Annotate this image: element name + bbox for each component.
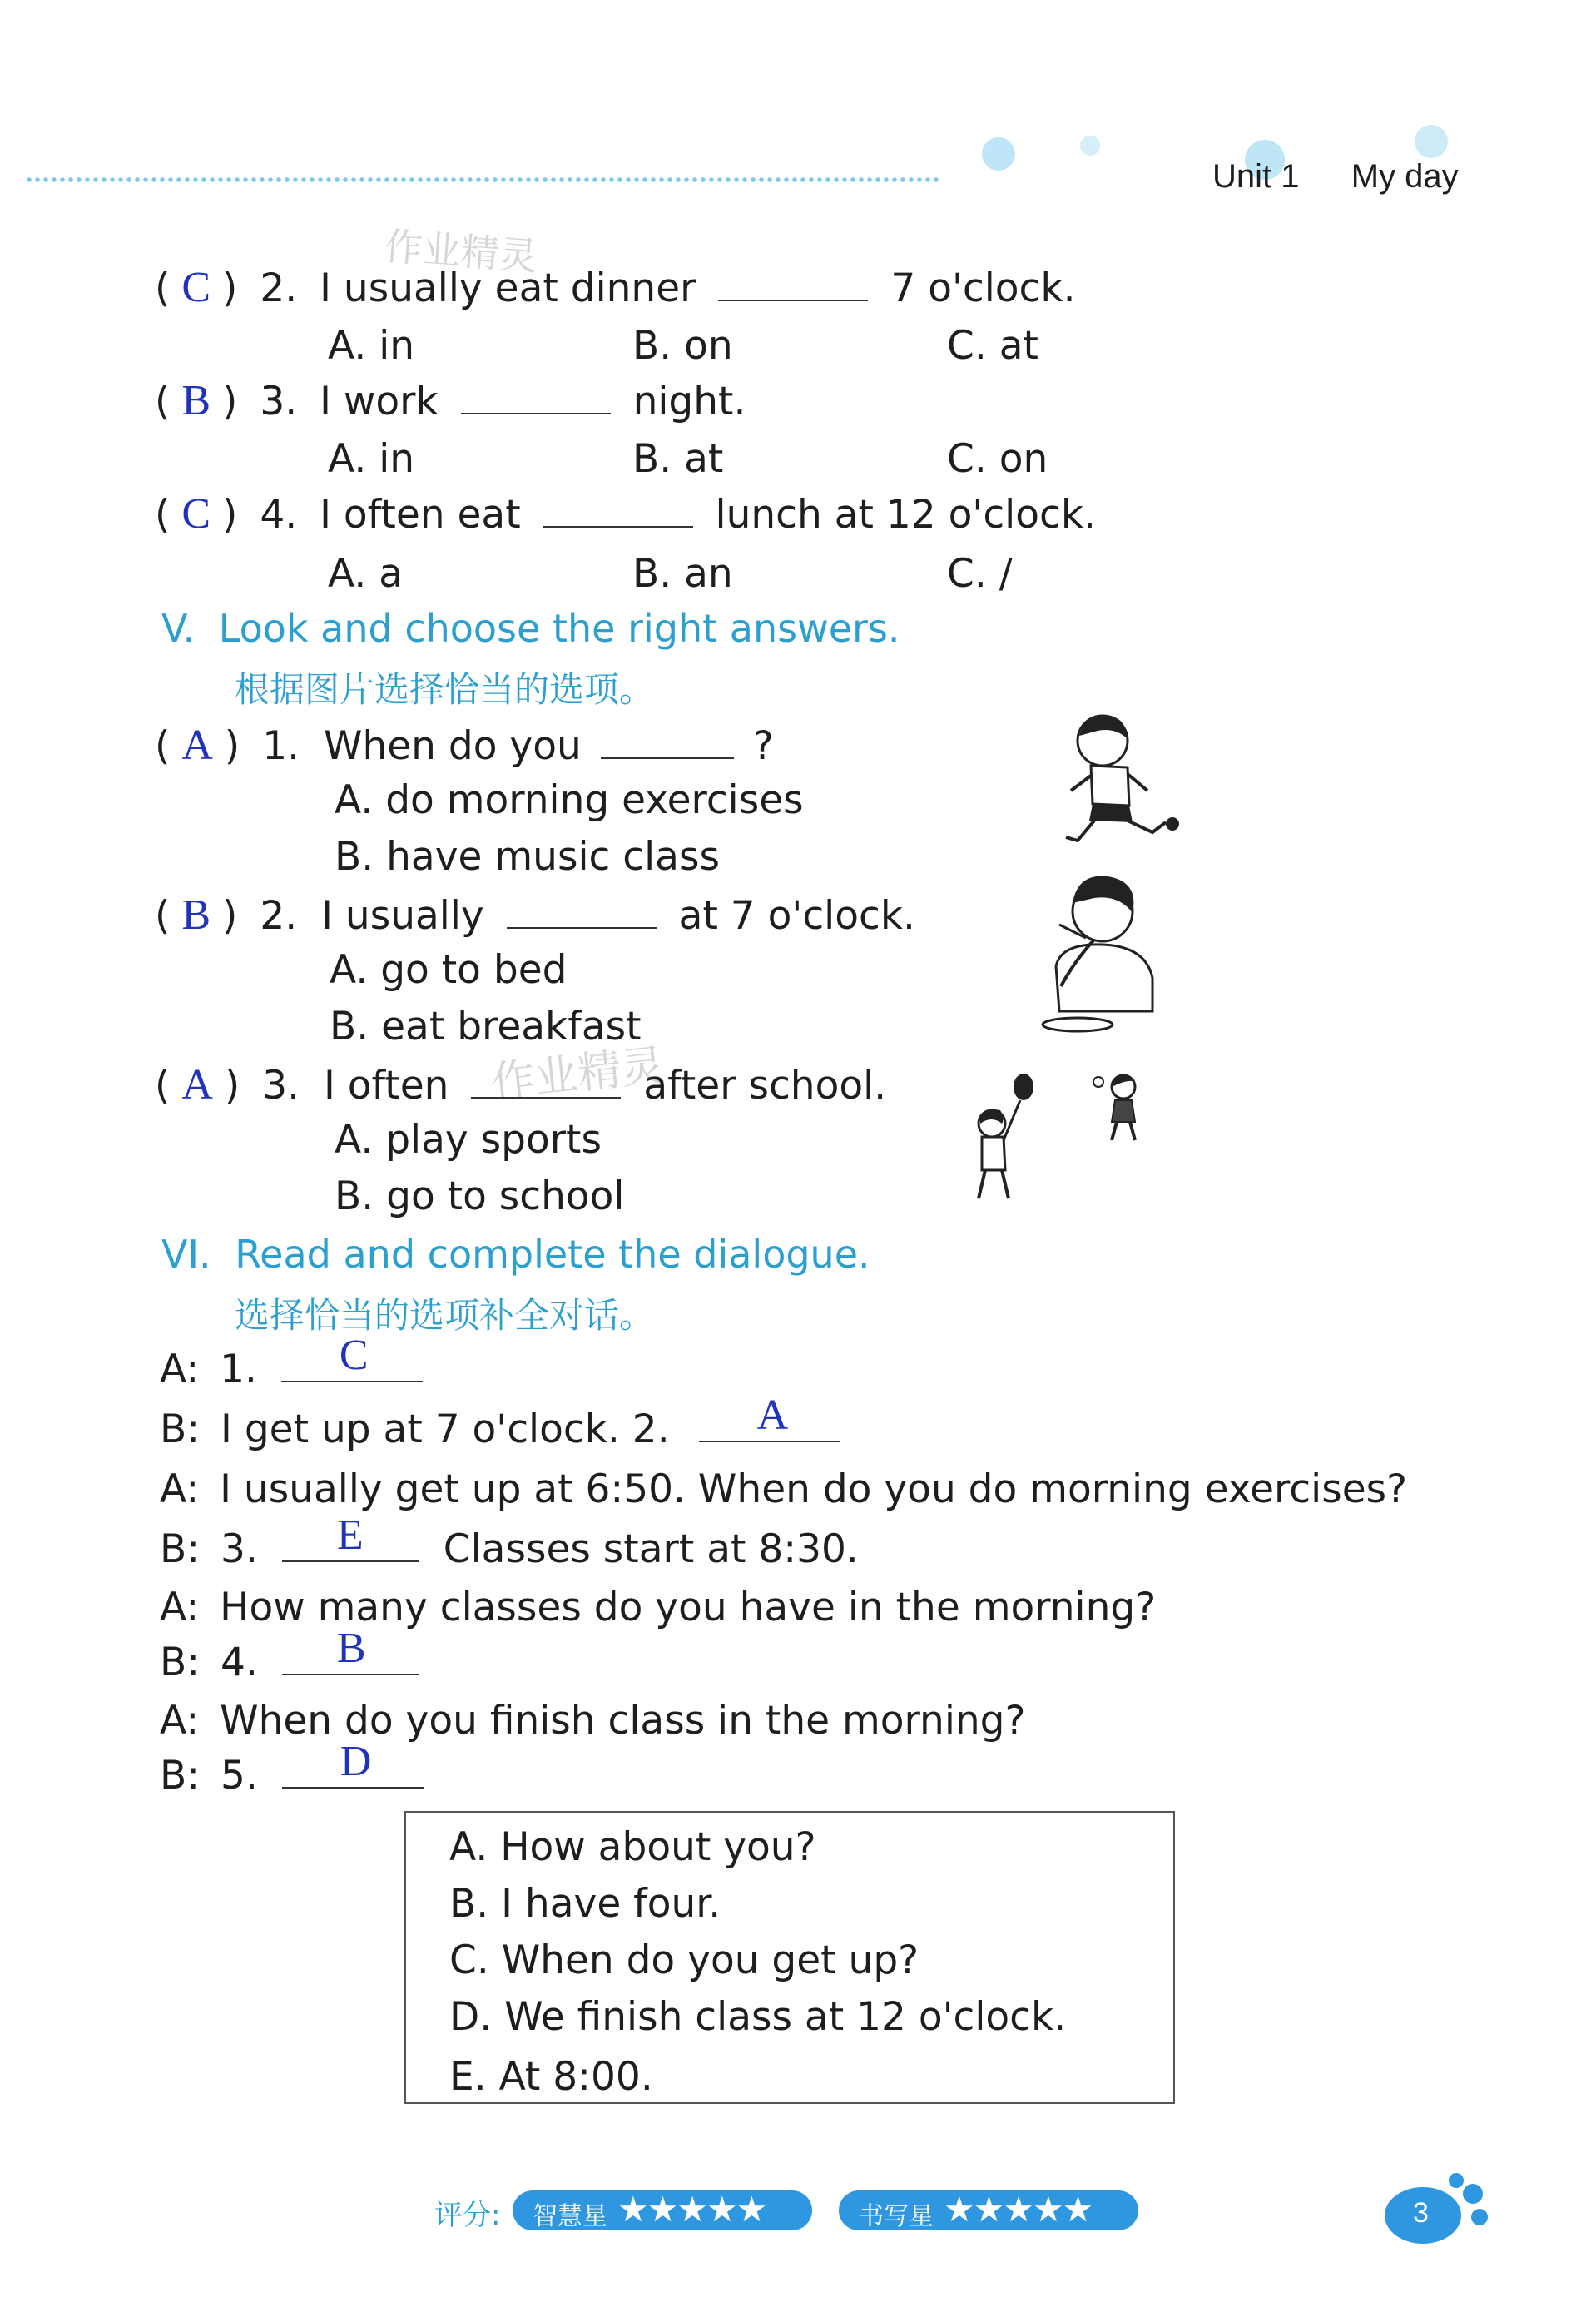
part4-q2-blank <box>718 296 868 301</box>
dialogue-line-5: A: How many classes do you have in the morning? <box>160 1585 1157 1630</box>
part5-q3-option-b: B. go to school <box>335 1173 625 1219</box>
wisdom-stars: ★★★★★ <box>617 2189 766 2230</box>
part4-q3-blank <box>461 409 611 414</box>
part5-q2-answer: B <box>181 891 211 939</box>
score-label: 评分: <box>434 2199 501 2232</box>
writing-star-badge <box>839 2190 1138 2230</box>
part5-q3-option-a: A. play sports <box>335 1117 602 1163</box>
part5-numeral: V. <box>161 606 196 651</box>
wisdom-star-badge <box>513 2190 812 2230</box>
part6-title: Read and complete the dialogue. <box>235 1232 870 1277</box>
part5-q1-answer: A <box>181 722 213 769</box>
part5-q1-blank <box>601 754 734 759</box>
part4-q4-option-b: B. an <box>632 551 733 597</box>
dialogue-line-6: B: 4. B <box>160 1640 419 1685</box>
unit-number: Unit 1 <box>1212 158 1300 195</box>
running-boy-illustration <box>1061 707 1194 857</box>
wisdom-star-label: 智慧星 <box>533 2202 607 2231</box>
part4-q2-option-c: C. at <box>947 323 1038 369</box>
part4-q4-blank <box>543 523 693 528</box>
part5-q3-blank <box>471 1094 621 1099</box>
part6-heading <box>161 1232 870 1277</box>
dialogue-answer-5: D <box>340 1738 372 1785</box>
part4-q3-option-a: A. in <box>328 436 415 482</box>
part4-q4-option-c: C. / <box>947 551 1013 597</box>
part4-q2: ( C ) 2. I usually eat dinner 7 o'clock. <box>155 264 1076 311</box>
choice-c: C. When do you get up? <box>449 1937 919 1983</box>
kids-badminton-illustration <box>965 1057 1165 1223</box>
unit-title: My day <box>1351 158 1459 195</box>
part4-q2-option-b: B. on <box>632 323 733 369</box>
part5-heading <box>161 606 900 651</box>
dialogue-line-8: B: 5. D <box>160 1753 424 1799</box>
page-number: 3 <box>1413 2197 1429 2229</box>
dialogue-line-7: A: When do you finish class in the morning? <box>160 1698 1026 1744</box>
part4-q2-option-a: A. in <box>328 323 415 369</box>
part5-subtitle: 根据图片选择恰当的选项。 <box>235 669 655 710</box>
part5-q1-option-a: A. do morning exercises <box>335 777 804 823</box>
part4-q4: ( C ) 4. I often eat lunch at 12 o'clock. <box>155 490 1096 538</box>
watermark-middle: 作业精灵 <box>489 1040 667 1109</box>
part4-q3-option-b: B. at <box>632 436 724 482</box>
part5-q2-option-b: B. eat breakfast <box>330 1004 642 1049</box>
part4-q4-answer: C <box>181 490 211 538</box>
writing-star-label: 书写星 <box>859 2202 934 2231</box>
part6-numeral: VI. <box>161 1232 211 1277</box>
header-dotted-rule <box>25 176 940 183</box>
part6-subtitle: 选择恰当的选项补全对话。 <box>235 1295 655 1336</box>
choice-e: E. At 8:00. <box>449 2054 653 2100</box>
choice-b: B. I have four. <box>449 1881 721 1927</box>
dialogue-answer-4: B <box>336 1625 366 1672</box>
dialogue-line-2: B: I get up at 7 o'clock. 2. A <box>160 1407 840 1452</box>
page-number-bubbles <box>1373 2164 1498 2255</box>
part4-q3-answer: B <box>181 377 211 424</box>
part5-q3: ( A ) 3. I often after school. <box>155 1061 887 1109</box>
part4-q3-option-c: C. on <box>947 436 1048 482</box>
dialogue-line-4: B: 3. E Classes start at 8:30. <box>160 1511 859 1572</box>
boy-eating-illustration <box>1036 870 1177 1036</box>
dialogue-answer-1: C <box>339 1332 369 1379</box>
writing-stars: ★★★★★ <box>944 2189 1093 2230</box>
choice-a: A. How about you? <box>449 1824 816 1870</box>
part5-q3-answer: A <box>181 1061 213 1109</box>
part4-q3: ( B ) 3. I work night. <box>155 377 746 424</box>
dialogue-line-1: A: 1. C <box>160 1347 423 1392</box>
dialogue-line-3: A: I usually get up at 6:50. When do you do morning exercises? <box>160 1466 1408 1512</box>
part5-q2-option-a: A. go to bed <box>330 947 568 993</box>
part5-title: Look and choose the right answers. <box>218 606 900 651</box>
dialogue-choices-box <box>404 1811 1175 2104</box>
part4-q4-option-a: A. a <box>328 551 404 597</box>
choice-d: D. We finish class at 12 o'clock. <box>449 1994 1067 2040</box>
unit-label <box>1212 158 1459 196</box>
dialogue-answer-3: E <box>336 1511 364 1559</box>
watermark-top: 作业精灵 <box>383 223 539 280</box>
dialogue-answer-2: A <box>756 1392 789 1439</box>
part5-q1: ( A ) 1. When do you ? <box>155 722 774 769</box>
part5-q2-blank <box>507 924 657 929</box>
part5-q2: ( B ) 2. I usually at 7 o'clock. <box>155 891 915 939</box>
part5-q1-option-b: B. have music class <box>335 834 720 880</box>
part4-q2-answer: C <box>181 264 211 311</box>
